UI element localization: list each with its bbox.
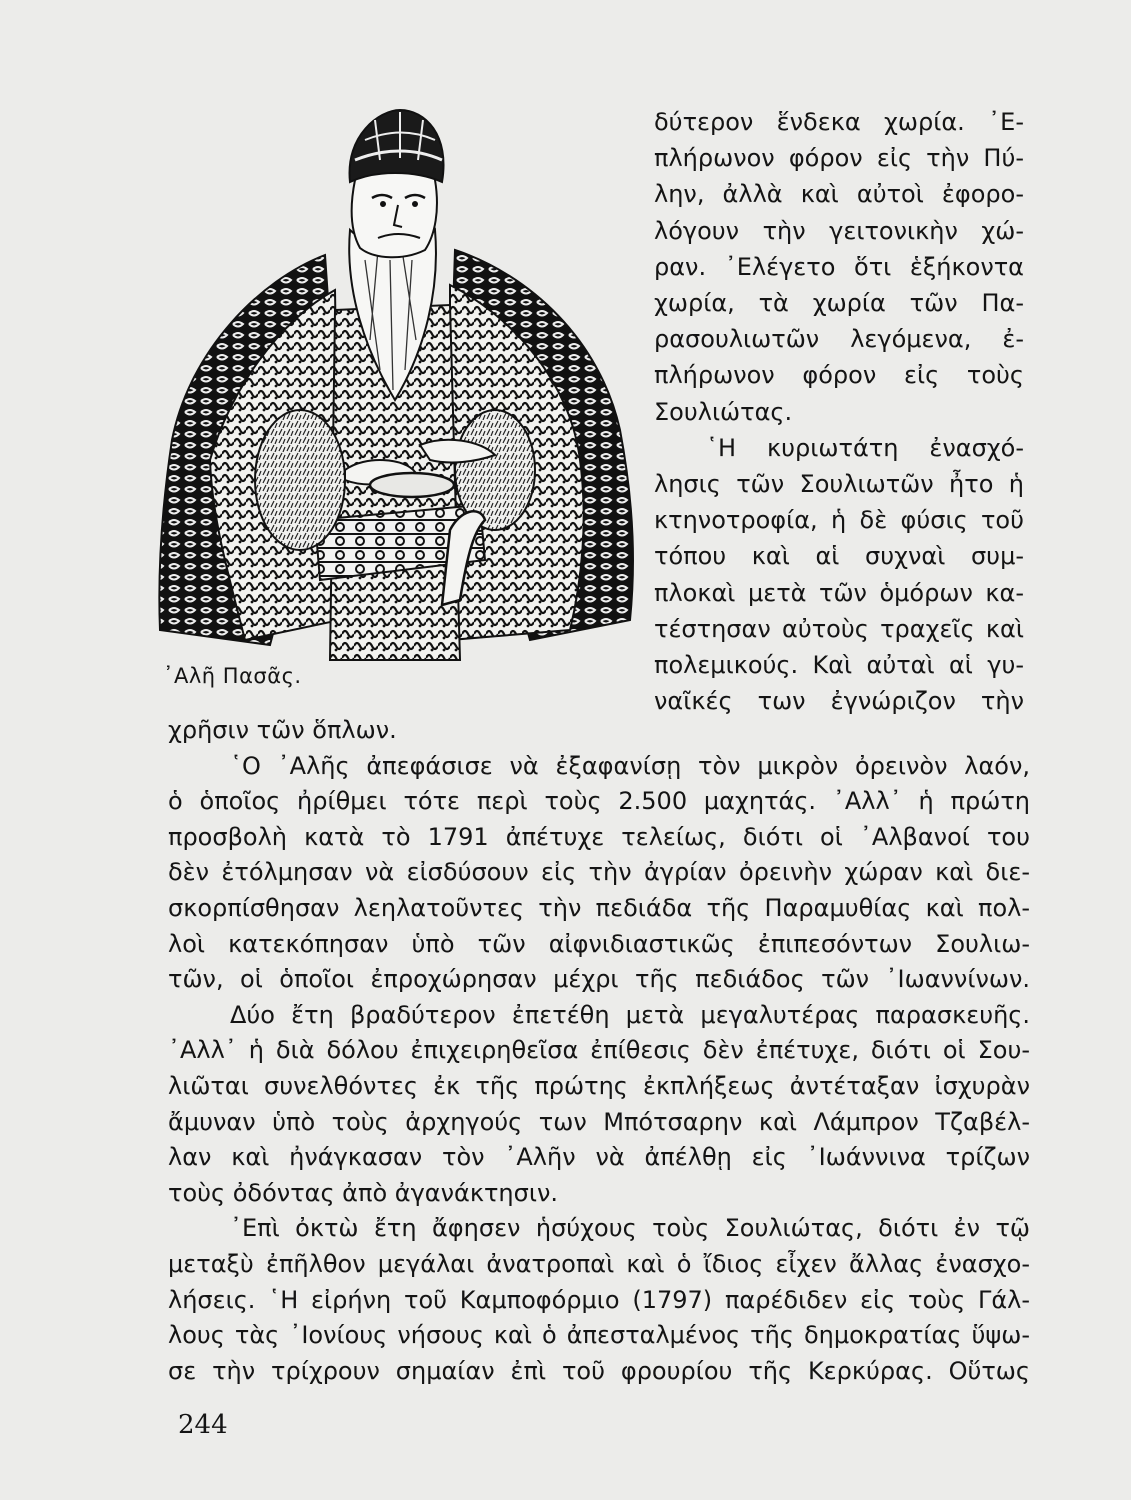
illustration-caption: ᾿Αλῆ Πασᾶς. [163,664,302,688]
text-line: προσβολὴ κατὰ τὸ 1791 ἀπέτυχε τελείως, διότι οἱ ᾿Αλβανοί του [168,822,1030,851]
portrait-illustration [150,100,640,685]
text-line: λην, ἀλλὰ καὶ αὐτοὶ ἐφορο- [654,180,1024,209]
text-line: κτηνοτροφία, ἡ δὲ φύσις τοῦ [654,506,1024,535]
text-line: τόπου καὶ αἱ συχναὶ συμ- [654,542,1024,571]
text-line: χρῆσιν τῶν ὅπλων. [168,716,397,744]
text-line: λησις τῶν Σουλιωτῶν ἦτο ἡ [654,470,1024,499]
text-line: πλήρωνον φόρον εἰς τοὺς [654,361,1024,390]
text-line: τοὺς ὀδόντας ἀπὸ ἀγανάκτησιν. [168,1178,558,1207]
paragraph-start: ῾Ο ᾿Αλῆς ἀπεφάσισε νὰ ἐξαφανίσῃ τὸν μικρὸν ὀρεινὸν λαόν, [230,751,1030,780]
text-line: σε τὴν τρίχρουν σημαίαν ἐπὶ τοῦ φρουρίου τῆς Κερκύρας. Οὕτως [168,1356,1030,1385]
text-line: λαν καὶ ἠνάγκασαν τὸν ᾿Αλῆν νὰ ἀπέλθῃ εἰς ᾿Ιωάννινα τρίζων [168,1143,1030,1172]
paragraph-start: Δύο ἔτη βραδύτερον ἐπετέθη μετὰ μεγαλυτέρας παρασκευῆς. [230,1000,1030,1029]
text-line: τῶν, οἱ ὁποῖοι ἐπροχώρησαν μέχρι τῆς πεδιάδος τῶν ᾿Ιωαννίνων. [168,965,1030,994]
text-line: ἄμυναν ὑπὸ τοὺς ἀρχηγούς των Μπότσαρην καὶ Λάμπρον Τζαβέλ- [168,1107,1030,1136]
page-number: 244 [178,1410,228,1440]
text-line: ρασουλιωτῶν λεγόμενα, ἐ- [654,325,1024,354]
text-line: πολεμικούς. Καὶ αὐταὶ αἱ γυ- [654,651,1024,680]
text-line: λιῶται συνελθόντες ἐκ τῆς πρώτης ἐκπλήξεως ἀντέταξαν ἰσχυρὰν [168,1071,1030,1100]
text-line: τέστησαν αὐτοὺς τραχεῖς καὶ [654,614,1024,643]
text-line: σκορπίσθησαν λεηλατοῦντες τὴν πεδιάδα τῆς Παραμυθίας καὶ πολ- [168,893,1030,922]
text-line: χωρία, τὰ χωρία τῶν Πα- [654,289,1024,318]
text-line: δὲν ἐτόλμησαν νὰ εἰσδύσουν εἰς τὴν ἀγρίαν ὀρεινὴν χώραν καὶ διε- [168,858,1030,887]
text-line: πλήρωνον φόρον εἰς τὴν Πύ- [654,144,1024,173]
text-line: ὁ ὁποῖος ἠρίθμει τότε περὶ τοὺς 2.500 μαχητάς. ᾿Αλλ᾿ ἡ πρώτη [168,787,1030,816]
text-line: ῾Η κυριωτάτη ἐνασχό- [706,433,1024,462]
text-line: ναῖκές των ἐγνώριζον τὴν [654,687,1024,716]
text-line: Σουλιώτας. [654,397,793,426]
text-line: ᾿Αλλ᾿ ἡ διὰ δόλου ἐπιχειρηθεῖσα ἐπίθεσις δὲν ἐπέτυχε, διότι οἱ Σου- [168,1036,1030,1065]
text-line: λήσεις. ῾Η εἰρήνη τοῦ Καμποφόρμιο (1797) παρέδιδεν εἰς τοὺς Γάλ- [168,1285,1030,1314]
paragraph-start: ᾿Επὶ ὀκτὼ ἔτη ἄφησεν ἡσύχους τοὺς Σουλιώτας, διότι ἐν τῷ [230,1214,1030,1243]
text-line: δύτερον ἕνδεκα χωρία. ᾿Ε- [654,108,1024,136]
text-line: λόγουν τὴν γειτονικὴν χώ- [654,216,1024,245]
text-line: λους τὰς ᾿Ιονίους νήσους καὶ ὁ ἀπεσταλμένος τῆς δημοκρατίας ὕψω- [168,1321,1030,1350]
main-body-text [168,713,1030,1389]
right-column-text [654,104,1024,719]
text-line: ραν. ᾿Ελέγετο ὅτι ἑξήκοντα [654,252,1024,281]
text-line: πλοκαὶ μετὰ τῶν ὁμόρων κα- [654,578,1024,607]
text-line: μεταξὺ ἐπῆλθον μεγάλαι ἀνατροπαὶ καὶ ὁ ἴδιος εἶχεν ἄλλας ἐνασχο- [168,1249,1030,1278]
text-line: λοὶ κατεκόπησαν ὑπὸ τῶν αἰφνιδιαστικῶς ἐπιπεσόντων Σουλιω- [168,929,1030,958]
